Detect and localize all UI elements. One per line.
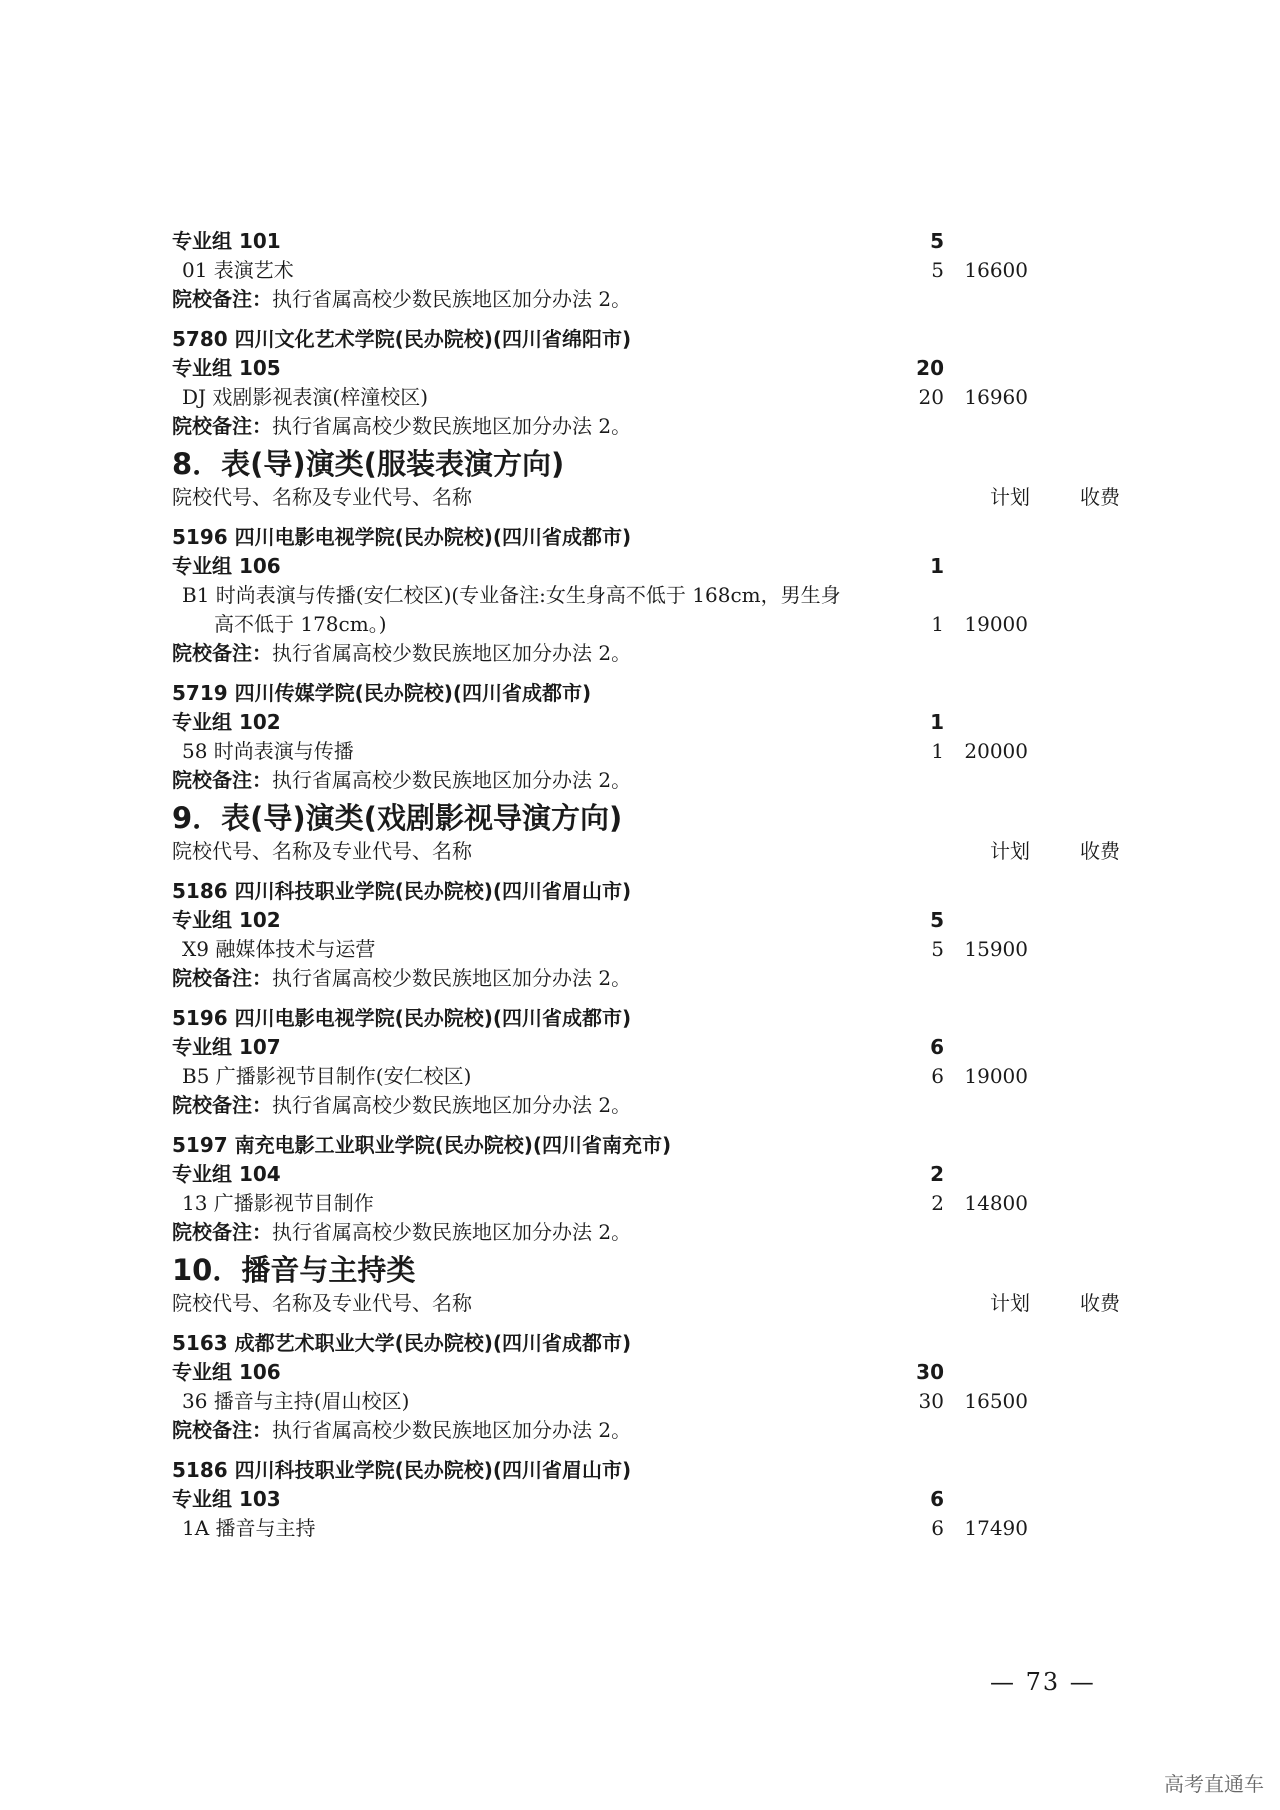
major-name: 1A 播音与主持	[182, 1516, 316, 1540]
school-name: 5197 南充电影工业职业学院(民办院校)(四川省南充市)	[172, 1133, 672, 1157]
major-plan: 30	[918, 1389, 944, 1413]
remark-text: 执行省属高校少数民族地区加分办法 2。	[272, 414, 632, 438]
major-plan: 1	[931, 612, 944, 636]
major-name: X9 融媒体技术与运营	[182, 937, 376, 961]
major-row	[172, 1514, 1142, 1543]
remark-text: 执行省属高校少数民族地区加分办法 2。	[272, 641, 632, 665]
col-plan: 计划	[990, 485, 1030, 509]
major-row	[172, 1387, 1142, 1416]
group-name: 专业组 102	[172, 710, 281, 734]
remark-label: 院校备注：	[172, 641, 272, 665]
school-block	[172, 1329, 1142, 1445]
group-row	[172, 1358, 1142, 1387]
group-row	[172, 552, 1142, 581]
major-plan: 5	[931, 258, 944, 282]
group-name: 专业组 107	[172, 1035, 281, 1059]
school-block	[172, 679, 1142, 795]
major-row	[172, 737, 1142, 766]
section-title: 10．播音与主持类	[172, 1253, 416, 1287]
school-block	[172, 1131, 1142, 1247]
section-8	[172, 445, 1142, 795]
remark-text: 执行省属高校少数民族地区加分办法 2。	[272, 1418, 632, 1442]
major-fee: 14800	[964, 1191, 1028, 1215]
remark-text: 执行省属高校少数民族地区加分办法 2。	[272, 287, 632, 311]
col-plan: 计划	[990, 1291, 1030, 1315]
major-fee: 19000	[964, 612, 1028, 636]
major-fee: 20000	[964, 739, 1028, 763]
major-plan: 6	[931, 1516, 944, 1540]
group-name: 专业组 106	[172, 554, 281, 578]
group-plan: 1	[930, 710, 944, 734]
major-name: 01 表演艺术	[182, 258, 294, 282]
school-remark	[172, 1218, 1142, 1247]
col-fee: 收费	[1080, 485, 1120, 509]
group-name: 专业组 101	[172, 229, 281, 253]
major-fee: 19000	[964, 1064, 1028, 1088]
school-name: 5163 成都艺术职业大学(民办院校)(四川省成都市)	[172, 1331, 632, 1355]
col-fee: 收费	[1080, 1291, 1120, 1315]
major-row	[172, 383, 1142, 412]
col-fee: 收费	[1080, 839, 1120, 863]
group-plan: 1	[930, 554, 944, 578]
major-name: DJ 戏剧影视表演(梓潼校区)	[182, 385, 429, 409]
major-plan: 5	[931, 937, 944, 961]
major-plan: 1	[931, 739, 944, 763]
school-block	[172, 1456, 1142, 1543]
major-row	[172, 581, 1142, 639]
col-plan: 计划	[990, 839, 1030, 863]
group-name: 专业组 106	[172, 1360, 281, 1384]
group-plan: 20	[916, 356, 944, 380]
major-name: 36 播音与主持(眉山校区)	[182, 1389, 410, 1413]
group-name: 专业组 102	[172, 908, 281, 932]
major-fee: 16500	[964, 1389, 1028, 1413]
column-header	[172, 837, 1142, 866]
remark-text: 执行省属高校少数民族地区加分办法 2。	[272, 1093, 632, 1117]
major-fee: 17490	[964, 1516, 1028, 1540]
group-plan: 2	[930, 1162, 944, 1186]
group-name: 专业组 105	[172, 356, 281, 380]
section-9	[172, 799, 1142, 1247]
school-remark	[172, 412, 1142, 441]
group-row	[172, 227, 1142, 256]
col-name: 院校代号、名称及专业代号、名称	[172, 485, 472, 509]
section-title: 8．表(导)演类(服装表演方向)	[172, 447, 565, 481]
remark-label: 院校备注：	[172, 966, 272, 990]
document-body	[172, 227, 1142, 1543]
school-remark	[172, 1416, 1142, 1445]
group-row	[172, 1033, 1142, 1062]
watermark: 高考直通车	[1164, 1772, 1264, 1796]
remark-label: 院校备注：	[172, 414, 272, 438]
school-block	[172, 325, 1142, 441]
school-remark	[172, 964, 1142, 993]
section-10	[172, 1251, 1142, 1543]
remark-label: 院校备注：	[172, 1418, 272, 1442]
major-plan: 2	[931, 1191, 944, 1215]
remark-text: 执行省属高校少数民族地区加分办法 2。	[272, 768, 632, 792]
column-header	[172, 483, 1142, 512]
major-row	[172, 256, 1142, 285]
major-name-line1: B1 时尚表演与传播(安仁校区)(专业备注:女生身高不低于 168cm，男生身	[182, 583, 841, 607]
major-fee: 16600	[964, 258, 1028, 282]
school-name: 5719 四川传媒学院(民办院校)(四川省成都市)	[172, 681, 592, 705]
school-name: 5186 四川科技职业学院(民办院校)(四川省眉山市)	[172, 879, 632, 903]
group-plan: 6	[930, 1487, 944, 1511]
major-row	[172, 935, 1142, 964]
school-remark	[172, 639, 1142, 668]
major-row	[172, 1189, 1142, 1218]
school-name: 5186 四川科技职业学院(民办院校)(四川省眉山市)	[172, 1458, 632, 1482]
page-number: — 73 —	[990, 1668, 1096, 1696]
remark-text: 执行省属高校少数民族地区加分办法 2。	[272, 1220, 632, 1244]
section-title: 9．表(导)演类(戏剧影视导演方向)	[172, 801, 623, 835]
col-name: 院校代号、名称及专业代号、名称	[172, 1291, 472, 1315]
school-name: 5196 四川电影电视学院(民办院校)(四川省成都市)	[172, 1006, 632, 1030]
group-name: 专业组 103	[172, 1487, 281, 1511]
school-block	[172, 1004, 1142, 1120]
group-name: 专业组 104	[172, 1162, 281, 1186]
school-name: 5196 四川电影电视学院(民办院校)(四川省成都市)	[172, 525, 632, 549]
remark-label: 院校备注：	[172, 287, 272, 311]
group-row	[172, 1160, 1142, 1189]
remark-label: 院校备注：	[172, 1220, 272, 1244]
major-name	[182, 581, 962, 639]
group-plan: 6	[930, 1035, 944, 1059]
remark-text: 执行省属高校少数民族地区加分办法 2。	[272, 966, 632, 990]
group-row	[172, 354, 1142, 383]
major-name: 13 广播影视节目制作	[182, 1191, 374, 1215]
remark-label: 院校备注：	[172, 1093, 272, 1117]
group-plan: 5	[930, 229, 944, 253]
major-fee: 15900	[964, 937, 1028, 961]
major-name: 58 时尚表演与传播	[182, 739, 354, 763]
major-name-line2: 高不低于 178cm。)	[214, 612, 387, 636]
column-header	[172, 1289, 1142, 1318]
major-fee: 16960	[964, 385, 1028, 409]
school-remark	[172, 766, 1142, 795]
school-remark	[172, 285, 1142, 314]
major-name: B5 广播影视节目制作(安仁校区)	[182, 1064, 472, 1088]
major-plan: 20	[918, 385, 944, 409]
continued-block	[172, 227, 1142, 314]
col-name: 院校代号、名称及专业代号、名称	[172, 839, 472, 863]
group-row	[172, 906, 1142, 935]
school-name: 5780 四川文化艺术学院(民办院校)(四川省绵阳市)	[172, 327, 632, 351]
group-plan: 30	[916, 1360, 944, 1384]
group-row	[172, 708, 1142, 737]
major-plan: 6	[931, 1064, 944, 1088]
major-row	[172, 1062, 1142, 1091]
group-row	[172, 1485, 1142, 1514]
group-plan: 5	[930, 908, 944, 932]
school-block	[172, 523, 1142, 668]
remark-label: 院校备注：	[172, 768, 272, 792]
school-remark	[172, 1091, 1142, 1120]
school-block	[172, 877, 1142, 993]
